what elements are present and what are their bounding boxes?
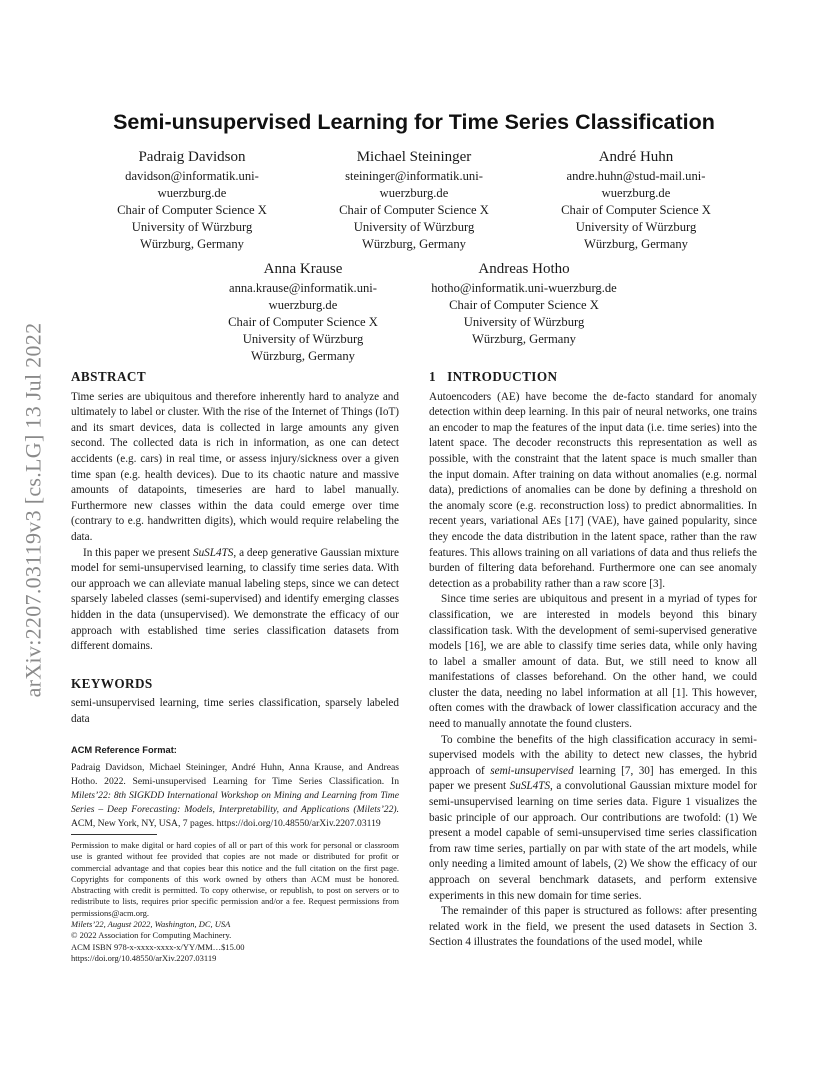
abstract-paragraph-2: In this paper we present SuSL4TS, a deep generative Gaussian mixture model for semi-unsupervised learning, to classify time series data. With our approach we can alleviate manual labeling steps, since we can detect sparsely labeled classes (semi-supervised) and identify emerging classes hidden in the data (unsupervised). We demonstrate the efficacy of our approach with established time series classification datasets from different domains. — [71, 546, 399, 653]
author-block-3 — [536, 148, 736, 253]
author-email: andre.huhn@stud-mail.uni- — [566, 169, 706, 183]
author-block-1 — [92, 148, 292, 253]
author-university: University of Würzburg — [131, 220, 253, 234]
right-column — [429, 369, 757, 951]
author-department: Chair of Computer Science X — [561, 203, 711, 217]
left-column — [71, 369, 399, 831]
author-email: davidson@informatik.uni- — [125, 169, 259, 183]
author-email: steininger@informatik.uni- — [345, 169, 483, 183]
author-location: Würzburg, Germany — [472, 332, 576, 346]
acm-reference-heading: ACM Reference Format: — [71, 745, 177, 756]
author-email-cont: wuerzburg.de — [601, 186, 671, 200]
doi-line: https://doi.org/10.48550/arXiv.2207.03119 — [71, 952, 217, 963]
permission-footnote — [71, 840, 399, 964]
author-name: Padraig Davidson — [138, 149, 246, 165]
author-location: Würzburg, Germany — [362, 237, 466, 251]
intro-paragraph-3: To combine the benefits of the high classification accuracy in semi-supervised models with the ability to detect new classes, the hybrid approach of semi-unsupervised learning [7, 30] has emerged. In this paper we present SuSL4TS, a convolutional Gaussian mixture model for semi-unsupervised learning on time series data. Figure 1 visualizes the basic principle of our approach. Our contributions are twofold: (1) We present a model capable of semi-unsupervised time series classification from raw time series, partially on par with state of the art models, while only needing a limited amount of labels, (2) We show the efficacy of our approach on several benchmark datasets, and perform extensive experiments in this new domain for time series. — [429, 733, 758, 902]
footnote-divider — [71, 834, 157, 835]
author-university: University of Würzburg — [575, 220, 697, 234]
intro-paragraph-4: The remainder of this paper is structured as follows: after presenting related work in the field, we present the used datasets in Section 3. Section 4 illustrates the foundations of the used model, while — [429, 905, 757, 949]
intro-paragraph-2: Since time series are ubiquitous and present in a myriad of types for classification, we are interested in models beyond this binary classification task. With the development of semi-supervised generative models [16], we are able to classify time series data, while only having to label a smaller amount of data. But, we still need to know all manifestations of classes beforehand. On the other hand, we could cluster the data, needing no label information at all [1]. This however, often comes with the drawback of lower classification accuracy and the need to manually annotate the found clusters. — [429, 593, 757, 731]
author-email: hotho@informatik.uni-wuerzburg.de — [431, 281, 617, 295]
author-email-cont: wuerzburg.de — [268, 298, 338, 312]
author-name: André Huhn — [598, 149, 674, 165]
venue-line: Milets’22, August 2022, Washington, DC, USA — [71, 919, 231, 930]
author-university: University of Würzburg — [463, 315, 585, 329]
author-block-5 — [414, 260, 634, 348]
arxiv-identifier-text: arXiv:2207.03119v3 [cs.LG] 13 Jul 2022 — [20, 322, 46, 698]
author-university: University of Würzburg — [353, 220, 475, 234]
author-department: Chair of Computer Science X — [449, 298, 599, 312]
author-location: Würzburg, Germany — [251, 349, 355, 363]
isbn-line: ACM ISBN 978-x-xxxx-xxxx-x/YY/MM…$15.00 — [71, 941, 245, 952]
author-department: Chair of Computer Science X — [228, 315, 378, 329]
paper-title: Semi-unsupervised Learning for Time Series Classification — [113, 110, 715, 134]
author-block-4 — [203, 260, 403, 365]
introduction-heading: 1 INTRODUCTION — [429, 369, 558, 384]
keywords-heading: KEYWORDS — [71, 675, 153, 691]
acm-reference-text: Padraig Davidson, Michael Steininger, André Huhn, Anna Krause, and Andreas Hotho. 2022. Semi-unsupervised Learning for Time Series Classification. In Milets’22: 8th SIGKDD International Workshop on Mining and Learning from Time Series – Deep Forecasting: Models, Interpretability, and Applications (Milets’22). ACM, New York, NY, USA, 7 pages. https://doi.org/10.48550/arXiv.2207.03119 — [71, 762, 399, 829]
abstract-paragraph-1: Time series are ubiquitous and therefore inherently hard to analyze and ultimately to label or cluster. With the rise of the Internet of Things (IoT) and its smart devices, data is collected in large amounts any given second. The collected data is rich in information, as one can detect accidents (e.g. cars) in real time, or assess injury/sickness over a given time span (e.g. health devices). Due to its chaotic nature and massive amounts of datapoints, timeseries are hard to label manually. Furthermore new classes within the data could emerge over time (contrary to e.g. handwritten digits), which would require relabeling the data. — [71, 390, 399, 543]
author-block-2 — [314, 148, 514, 253]
copyright-line: © 2022 Association for Computing Machinery. — [71, 930, 232, 941]
keywords-text: semi-unsupervised learning, time series classification, sparsely labeled data — [71, 697, 399, 725]
intro-paragraph-1: Autoencoders (AE) have become the de-facto standard for anomaly detection within deep learning. In this pair of neural networks, one trains an encoder to map the features of the input data (i.e. time series) into the latent space. The decoder reconstructs this representation as well as possible, with the constraint that the latent space is much smaller than the input domain. After training on data without anomalies (e.g. normal data), predictions of anomalies can be done by defining a threshold on the anomaly score (e.g. reconstruction loss) to predict abnormalities. In recent years, variational AEs [17] (VAE), have gained popularity, since they encode the data distribution in the latent space, rather than the raw features. This allows training on all variations of data and thus reliefs the burden of filtering data beforehand. Furthermore one can see anomaly detection as a probability rather than a raw score [3]. — [429, 390, 757, 590]
author-department: Chair of Computer Science X — [339, 203, 489, 217]
author-location: Würzburg, Germany — [584, 237, 688, 251]
abstract-heading: ABSTRACT — [71, 369, 147, 384]
author-email-cont: wuerzburg.de — [157, 186, 227, 200]
permission-notice: Permission to make digital or hard copies of all or part of this work for personal or classroom use is granted without fee provided that copies are not made or distributed for profit or commercial advantage and that copies bear this notice and the full citation on the first page. Copyrights for components of this work owned by others than ACM must be honored. Abstracting with credit is permitted. To copy otherwise, or republish, to post on servers or to redistribute to lists, requires prior specific permission and/or a fee. Request permissions from permissions@acm.org. — [71, 840, 399, 918]
author-university: University of Würzburg — [242, 332, 364, 346]
author-location: Würzburg, Germany — [140, 237, 244, 251]
author-name: Anna Krause — [263, 261, 343, 277]
author-name: Michael Steininger — [356, 149, 472, 165]
arxiv-identifier-stamp — [13, 300, 53, 720]
author-email-cont: wuerzburg.de — [379, 186, 449, 200]
author-name: Andreas Hotho — [478, 261, 570, 277]
author-department: Chair of Computer Science X — [117, 203, 267, 217]
author-email: anna.krause@informatik.uni- — [229, 281, 377, 295]
